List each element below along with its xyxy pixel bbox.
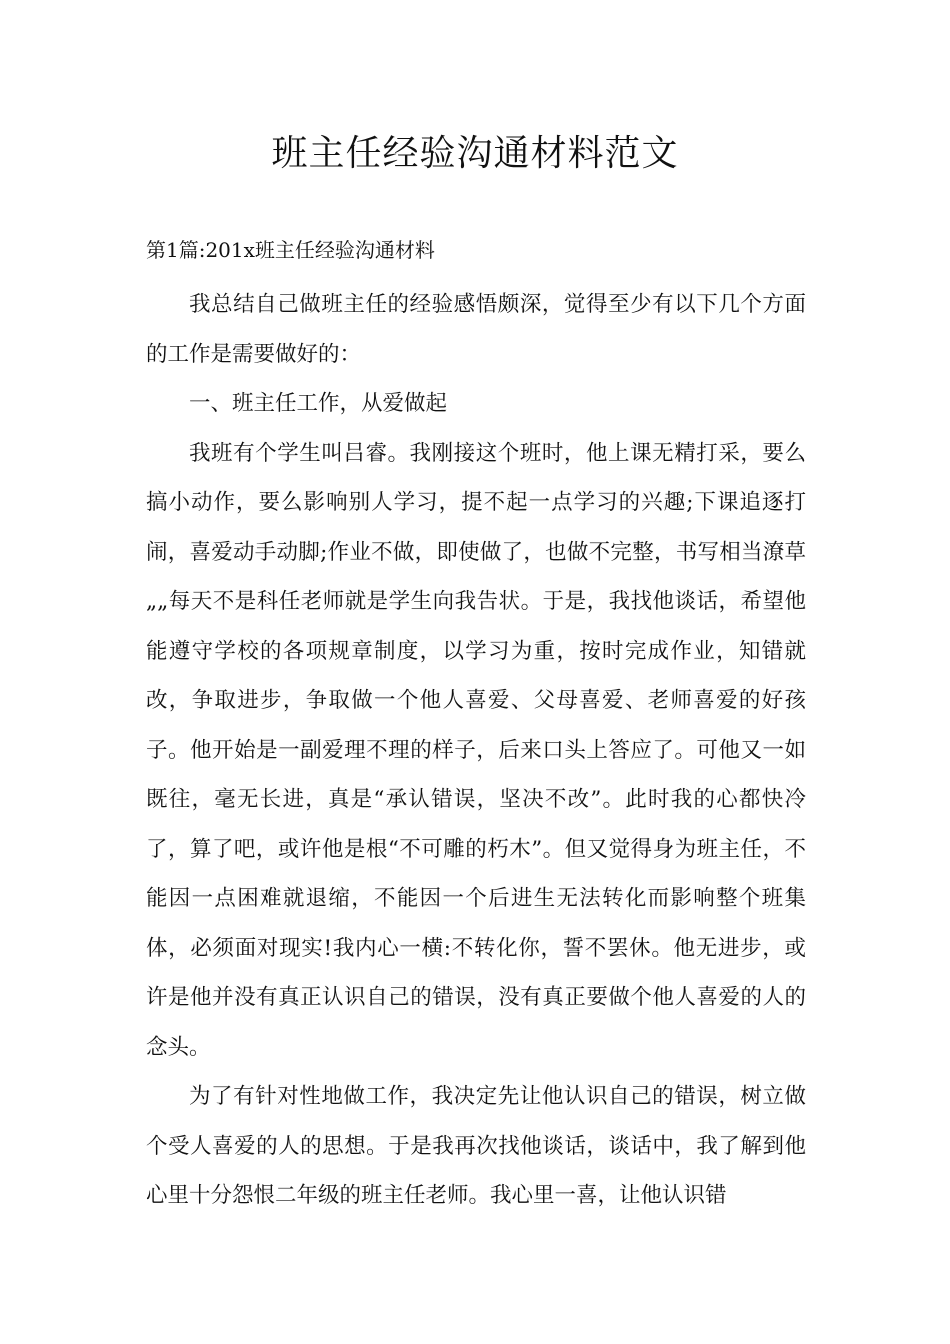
paragraph-heading-1: 一、班主任工作，从爱做起 (189, 391, 448, 416)
section-heading: 第1篇:201x班主任经验沟通材料 (146, 238, 435, 262)
paragraph-intro: 我总结自己做班主任的经验感悟颇深，觉得至少有以下几个方面的工作是需要做好的： (146, 292, 806, 367)
document-title: 班主任经验沟通材料范文 (271, 133, 679, 174)
document-body (146, 280, 806, 1221)
paragraph-continuation: 为了有针对性地做工作，我决定先让他认识自己的错误，树立做个受人喜爱的人的思想。于是我再次找他谈话，谈话中，我了解到他心里十分怨恨二年级的班主任老师。我心里一喜，让他认识错 (146, 1084, 806, 1208)
paragraph-story: 我班有个学生叫吕睿。我刚接这个班时，他上课无精打采，要么搞小动作，要么影响别人学习，提不起一点学习的兴趣;下课追逐打闹，喜爱动手动脚;作业不做，即使做了，也做不完整，书写相当潦草„„每天不是科任老师就是学生向我告状。于是，我找他谈话，希望他能遵守学校的各项规章制度，以学习为重，按时完成作业，知错就改，争取进步，争取做一个他人喜爱、父母喜爱、老师喜爱的好孩子。他开始是一副爱理不理的样子，后来口头上答应了。可他又一如既往，毫无长进，真是“承认错误，坚决不改”。此时我的心都快冷了，算了吧，或许他是根“不可雕的朽木”。但又觉得身为班主任，不能因一点困难就退缩，不能因一个后进生无法转化而影响整个班集体，必须面对现实!我内心一横:不转化你，誓不罢休。他无进步，或许是他并没有真正认识自己的错误，没有真正要做个他人喜爱的人的念头。 (146, 440, 806, 1060)
